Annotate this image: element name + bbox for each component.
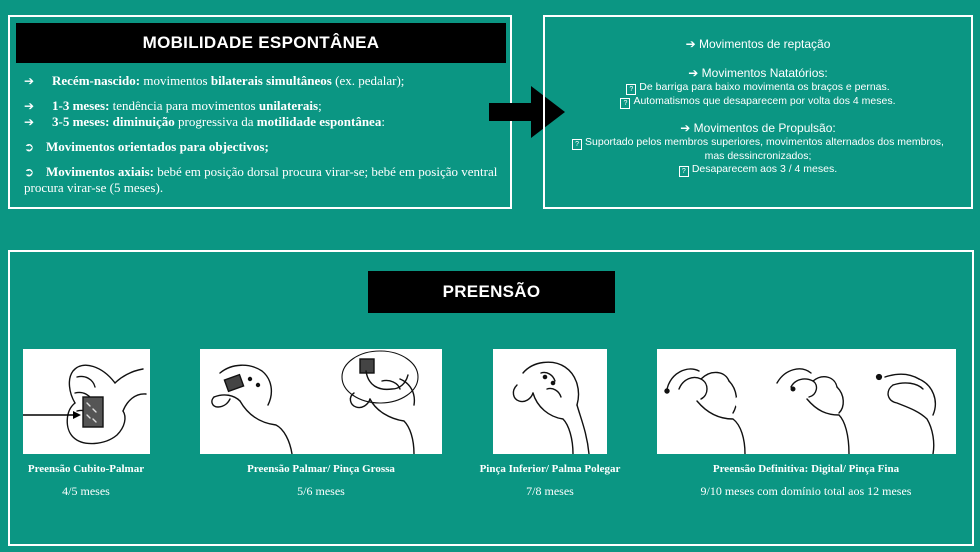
item-label: Movimentos axiais: <box>46 164 154 179</box>
item-label: Recém-nascido: <box>52 73 141 88</box>
stage-label: Preensão Palmar/ Pinça Grossa <box>247 463 395 475</box>
item-label: 1-3 meses: <box>52 98 110 113</box>
reflex-line: ? De barriga para baixo movimenta os braços e pernas. <box>545 81 971 95</box>
grasp-illustration-4 <box>657 349 956 454</box>
grasp-stage-caption-4 <box>660 463 952 499</box>
grasp-stage-caption-1 <box>6 463 166 499</box>
arrow-bullet-icon: ➔ <box>24 99 35 113</box>
grasp-illustration-2 <box>200 349 442 454</box>
reflex-line: ? Desaparecem aos 3 / 4 meses. <box>545 163 971 177</box>
item-text: ; <box>318 98 322 113</box>
curved-arrow-bullet-icon: ➲ <box>24 140 35 154</box>
stage-label: Preensão Definitiva: Digital/ Pinça Fina <box>712 463 900 475</box>
reflex-heading: ➔ Movimentos de reptação <box>685 37 831 51</box>
curved-arrow-bullet-icon: ➲ <box>24 165 35 179</box>
stage-age: 4/5 meses <box>62 484 110 498</box>
mobility-list <box>24 73 504 196</box>
item-text: movimentos <box>140 73 211 88</box>
grasp-title: PREENSÃO <box>368 271 615 313</box>
item-text: tendência para movimentos <box>109 98 259 113</box>
item-text: progressiva da <box>174 114 257 129</box>
stage-age: 9/10 meses com domínio total aos 12 meses <box>700 484 912 498</box>
grasp-stage-caption-2 <box>211 463 431 499</box>
stage-label: Pinça Inferior/ Palma Polegar <box>479 463 621 475</box>
placeholder-glyph-icon: ? <box>679 166 689 177</box>
stage-label: Preensão Cubito-Palmar <box>27 463 145 475</box>
item-emphasis: diminuição <box>109 114 175 129</box>
stage-age: 7/8 meses <box>526 484 574 498</box>
placeholder-glyph-icon: ? <box>572 139 582 150</box>
mobility-panel <box>8 15 512 209</box>
list-item <box>24 73 504 89</box>
sub-list-item <box>24 139 504 155</box>
item-emphasis: unilaterais <box>258 98 319 113</box>
sub-list-item <box>24 164 504 196</box>
reflexes-panel <box>543 15 973 209</box>
placeholder-glyph-icon: ? <box>626 84 636 95</box>
mobility-title: MOBILIDADE ESPONTÂNEA <box>16 23 506 63</box>
item-text: : <box>381 114 385 129</box>
item-emphasis: motilidade espontânea <box>256 114 382 129</box>
reflex-line: mas dessincronizados; <box>704 150 812 162</box>
reflex-line: ? Automatismos que desaparecem por volta dos 4 meses. <box>545 95 971 109</box>
grasp-illustration-1 <box>23 349 150 454</box>
placeholder-glyph-icon: ? <box>620 98 630 109</box>
item-label: 3-5 meses: <box>52 114 110 129</box>
stage-age: 5/6 meses <box>297 484 345 498</box>
item-emphasis: bilaterais simultâneos <box>210 73 332 88</box>
arrow-bullet-icon: ➔ <box>24 115 35 129</box>
reflex-heading: ➔ Movimentos Natatórios: <box>688 66 828 80</box>
grasp-illustration-3 <box>493 349 607 454</box>
grasp-stage-caption-3 <box>460 463 640 499</box>
reflex-heading: ➔ Movimentos de Propulsão: <box>680 121 836 135</box>
arrow-bullet-icon: ➔ <box>24 74 35 88</box>
list-item <box>24 114 504 130</box>
item-text: (ex. pedalar); <box>331 73 405 88</box>
reflex-line: ? Suportado pelos membros superiores, movimentos alternados dos membros, <box>545 136 971 150</box>
item-text: bebé em posição dorsal procura virar-se; bebé em posição ventral procura virar-se (5 meses). <box>24 164 498 195</box>
list-item <box>24 98 504 114</box>
item-label: Movimentos orientados para objectivos; <box>46 139 269 154</box>
